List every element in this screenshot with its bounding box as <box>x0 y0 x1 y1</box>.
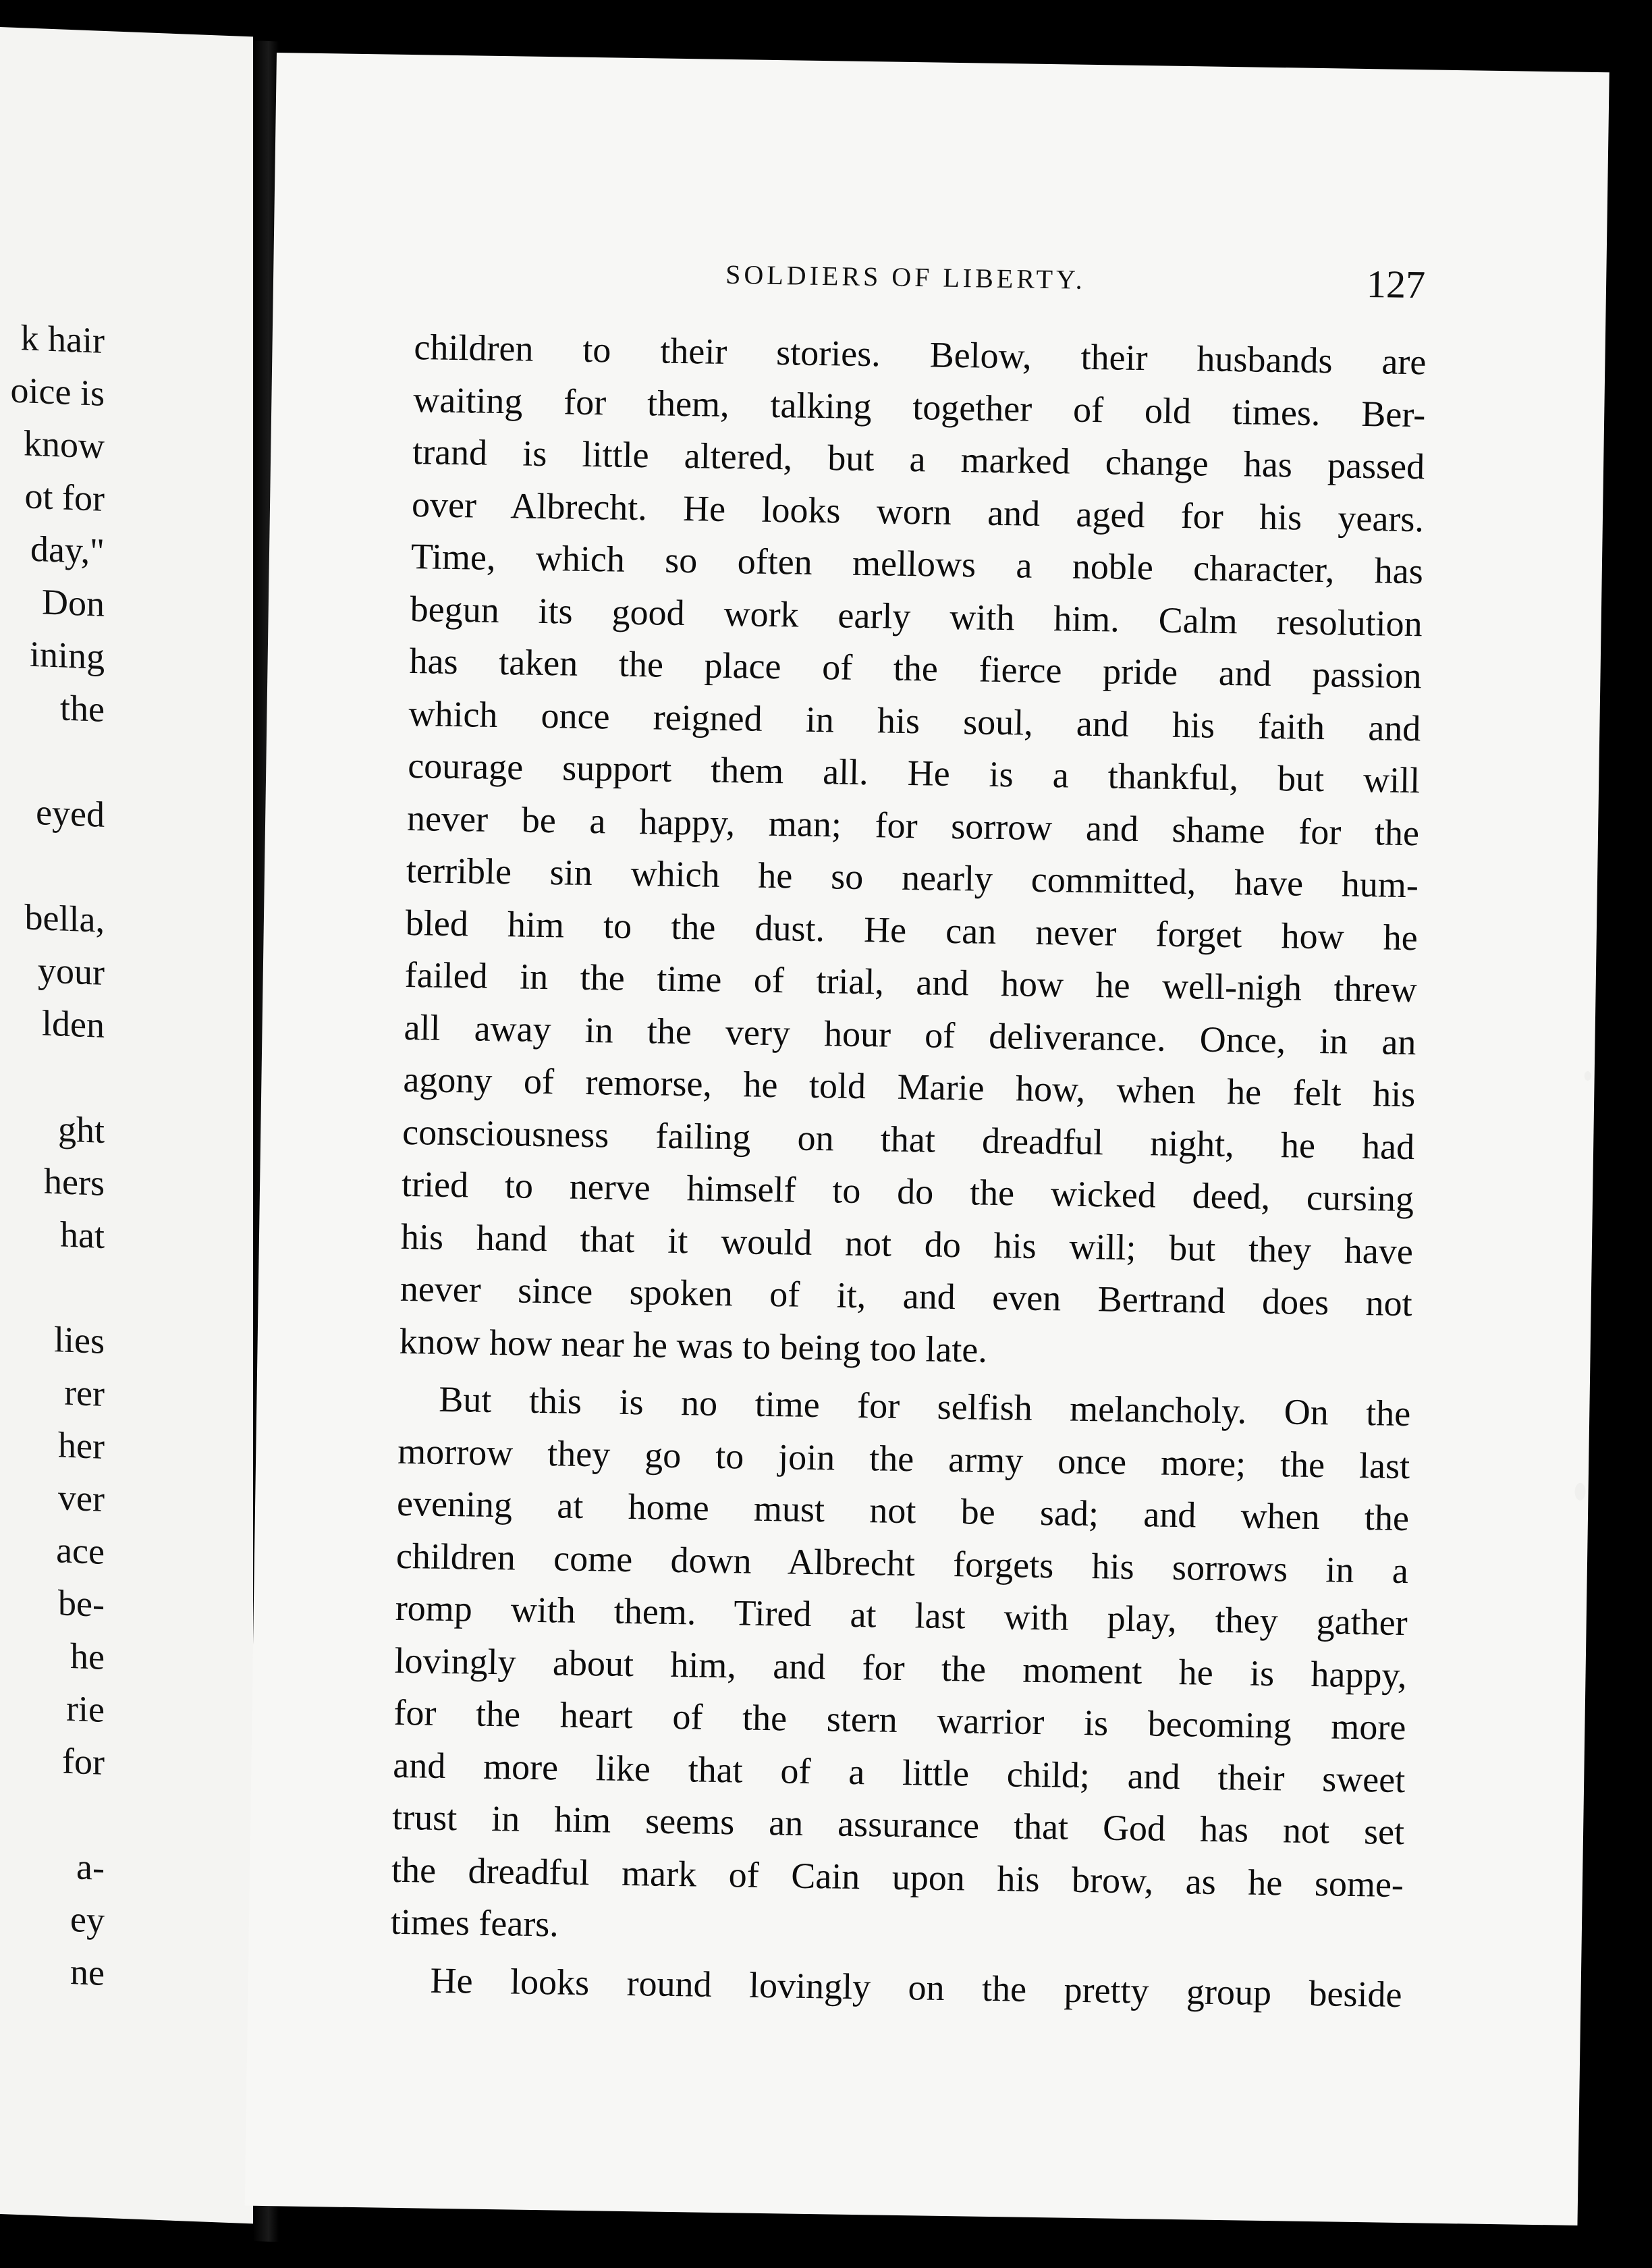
text-line: Time, which so often mellows a noble character, has <box>410 536 1424 592</box>
text-line: for the heart of the stern warrior is becoming more <box>393 1692 1406 1748</box>
text-line: over Albrecht. He looks worn and aged for his years. <box>411 483 1425 539</box>
right-page <box>245 53 1609 2225</box>
left-fragment-line: ot for <box>24 475 105 519</box>
text-line: trand is little altered, but a marked change has passed <box>412 431 1425 487</box>
left-facing-page <box>0 27 253 2223</box>
left-fragment-line: be- <box>58 1582 105 1625</box>
left-fragment-line: bella, <box>24 896 105 940</box>
text-line: times fears. <box>390 1901 559 1945</box>
text-line: terrible sin which he so nearly committed, have hum- <box>406 849 1419 906</box>
text-line: which once reigned in his soul, and his faith and <box>408 693 1421 749</box>
text-line: He looks round lovingly on the pretty group beside <box>430 1960 1402 2015</box>
text-line: bled him to the dust. He can never forget how he <box>405 902 1419 958</box>
left-fragment-line <box>0 837 105 894</box>
paragraph-2 <box>390 1373 1410 1964</box>
text-line: his hand that it would not do his will; but they have <box>400 1216 1414 1272</box>
left-fragment-line: hers <box>44 1160 105 1204</box>
text-line: never be a happy, man; for sorrow and shame for the <box>406 797 1420 853</box>
left-fragment-line: eyed <box>36 792 105 835</box>
text-line: children to their stories. Below, their husbands are <box>414 327 1427 383</box>
left-fragment-line: for <box>62 1740 105 1783</box>
text-line: has taken the place of the fierce pride and passion <box>409 641 1422 697</box>
left-page-text-fragments <box>0 310 105 1999</box>
left-fragment-line: ining <box>29 633 105 677</box>
text-line: know how near he was to being too late. <box>399 1320 988 1370</box>
text-line: morrow they go to join the army once more; the last <box>397 1430 1410 1486</box>
text-line: begun its good work early with him. Calm resolution <box>410 588 1423 644</box>
text-line: all away in the very hour of deliverance. Once, in an <box>404 1006 1416 1062</box>
text-line: children come down Albrecht forgets his sorrows in a <box>395 1535 1409 1591</box>
text-line: the dreadful mark of Cain upon his brow, as he some- <box>391 1849 1404 1905</box>
left-fragment-line: hat <box>60 1214 105 1256</box>
left-fragment-line: ght <box>57 1108 105 1151</box>
left-fragment-line: know <box>24 423 105 466</box>
left-fragment-line: a- <box>76 1846 105 1888</box>
text-line: courage support them all. He is a thankful, but will <box>407 745 1421 801</box>
margin-speck <box>1585 1071 1591 1081</box>
text-line: romp with them. Tired at last with play, they gather <box>395 1587 1408 1644</box>
left-fragment-line <box>0 1258 105 1315</box>
left-fragment-line: the <box>60 687 105 730</box>
left-fragment-line: k hair <box>20 317 105 361</box>
text-line: waiting for them, talking together of old times. Ber- <box>412 379 1426 435</box>
left-fragment-line: ace <box>56 1530 105 1572</box>
left-fragment-line: her <box>58 1424 105 1467</box>
left-fragment-line <box>0 1048 105 1104</box>
left-fragment-line: lies <box>54 1319 105 1361</box>
paragraph-1 <box>399 321 1427 1382</box>
text-line: consciousness failing on that dreadful night, he had <box>402 1111 1415 1167</box>
text-line: tried to nerve himself to do the wicked deed, cursing <box>401 1163 1414 1220</box>
margin-speck <box>1574 1483 1585 1501</box>
text-line: lovingly about him, and for the moment he is happy, <box>394 1640 1407 1696</box>
left-fragment-line: Don <box>42 581 105 624</box>
left-fragment-line <box>0 1785 105 1841</box>
left-fragment-line: ey <box>70 1898 105 1941</box>
left-fragment-line: your <box>38 950 105 993</box>
text-line: agony of remorse, he told Marie how, when he felt his <box>403 1058 1416 1115</box>
left-fragment-line: oice is <box>10 369 105 414</box>
body-text <box>389 321 1427 2021</box>
left-fragment-line: rer <box>64 1372 105 1414</box>
left-fragment-line: rie <box>66 1688 105 1730</box>
left-fragment-line: lden <box>42 1002 105 1046</box>
left-fragment-line: he <box>70 1635 105 1677</box>
text-line: evening at home must not be sad; and when the <box>396 1482 1410 1539</box>
left-fragment-line: ver <box>58 1477 105 1519</box>
running-head: SOLDIERS OF LIBERTY. <box>725 259 1086 295</box>
text-line: and more like that of a little child; and their sweet <box>392 1744 1406 1800</box>
text-line: trust in him seems an assurance that God has not set <box>391 1796 1405 1853</box>
text-line: But this is no time for selfish melancholy. On the <box>438 1378 1411 1434</box>
left-fragment-line: day," <box>30 528 105 572</box>
page-number: 127 <box>1366 262 1426 307</box>
left-fragment-line <box>0 732 105 788</box>
text-line: failed in the time of trial, and how he well-nigh threw <box>404 954 1418 1010</box>
left-fragment-line: ne <box>70 1951 105 1993</box>
text-line: never since spoken of it, and even Bertrand does not <box>400 1268 1413 1324</box>
